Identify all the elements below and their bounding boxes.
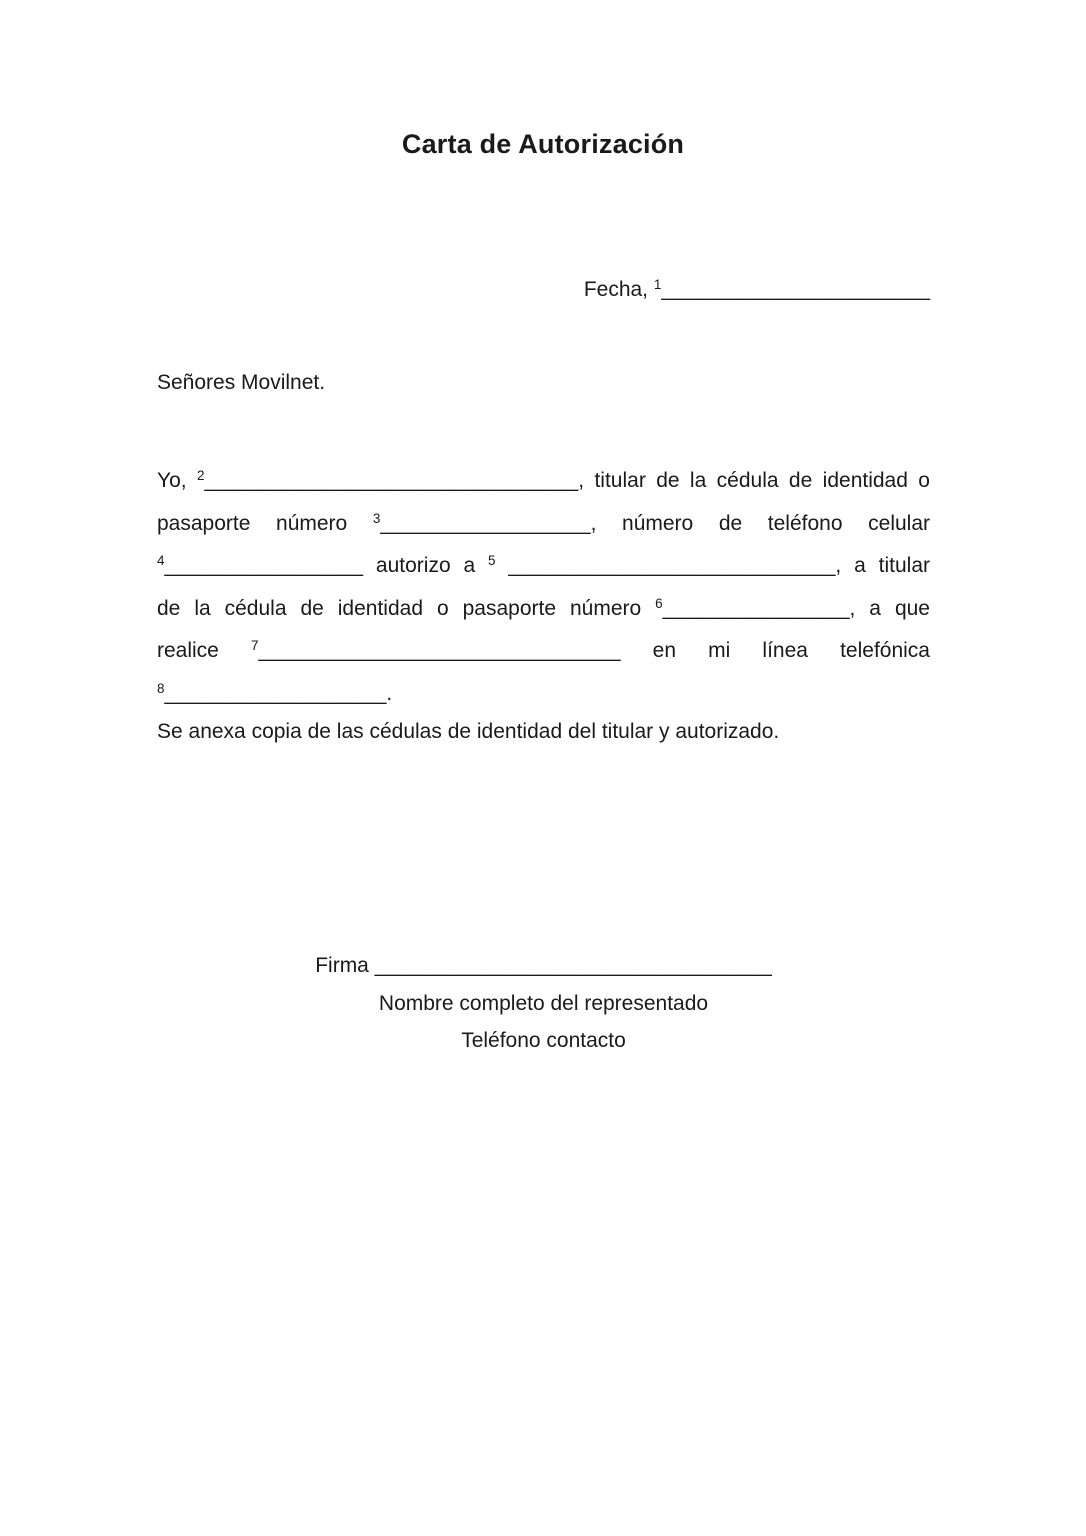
attachment-note: Se anexa copia de las cédulas de identidad del titular y autorizado. [157,720,780,743]
signature-blank-line: __________________________________ [374,954,772,977]
signer-phone-caption: Teléfono contacto [461,1029,626,1052]
body-text: autorizo a [363,554,489,577]
body-text: , número de teléfono celular [590,511,930,535]
body-line-3 [157,542,930,585]
date-blank-line: _______________________ [661,278,930,301]
firma-label: Firma [315,954,375,977]
superscript-8: 8 [157,680,165,696]
superscript-2: 2 [196,468,205,483]
body-text: pasaporte número [157,511,373,535]
signature-line [157,947,930,985]
body-line-1 [157,457,930,500]
blank-line-2: ________________________________ [204,469,579,492]
blank-line-4: _________________ [164,554,364,577]
superscript-3: 3 [372,510,381,526]
body-text: de la cédula de identidad o pasaporte número [157,596,656,620]
date-label: Fecha, [583,278,654,301]
body-paragraph [157,457,930,712]
blank-line-3: __________________ [380,511,591,535]
body-line-6 [157,670,930,713]
date-line [584,277,930,302]
body-line-2 [157,500,930,543]
signer-name-caption: Nombre completo del representado [378,991,709,1015]
salutation: Señores Movilnet. [157,371,326,394]
body-text: en mi línea telefónica [620,639,930,662]
blank-line-8: ___________________ [164,681,387,705]
body-text: , a que [849,596,930,620]
body-text: , a titular [835,554,930,577]
superscript-5: 5 [488,553,496,568]
body-text: , titular de la cédula de identidad o [578,469,930,492]
body-text: . [386,681,393,705]
document-title: Carta de Autorización [401,129,685,159]
blank-line-5: ____________________________ [508,554,836,577]
body-text: realice [157,639,251,662]
superscript-4: 4 [157,553,165,568]
superscript-7: 7 [250,638,259,653]
body-text: Yo, [157,469,197,492]
body-text [496,554,509,577]
superscript-6: 6 [655,595,663,611]
body-line-4 [157,585,930,628]
blank-line-7: _______________________________ [258,639,621,662]
date-superscript-1: 1 [653,277,662,292]
signature-block [157,947,930,1060]
body-line-5 [157,627,930,670]
blank-line-6: ________________ [662,596,850,620]
